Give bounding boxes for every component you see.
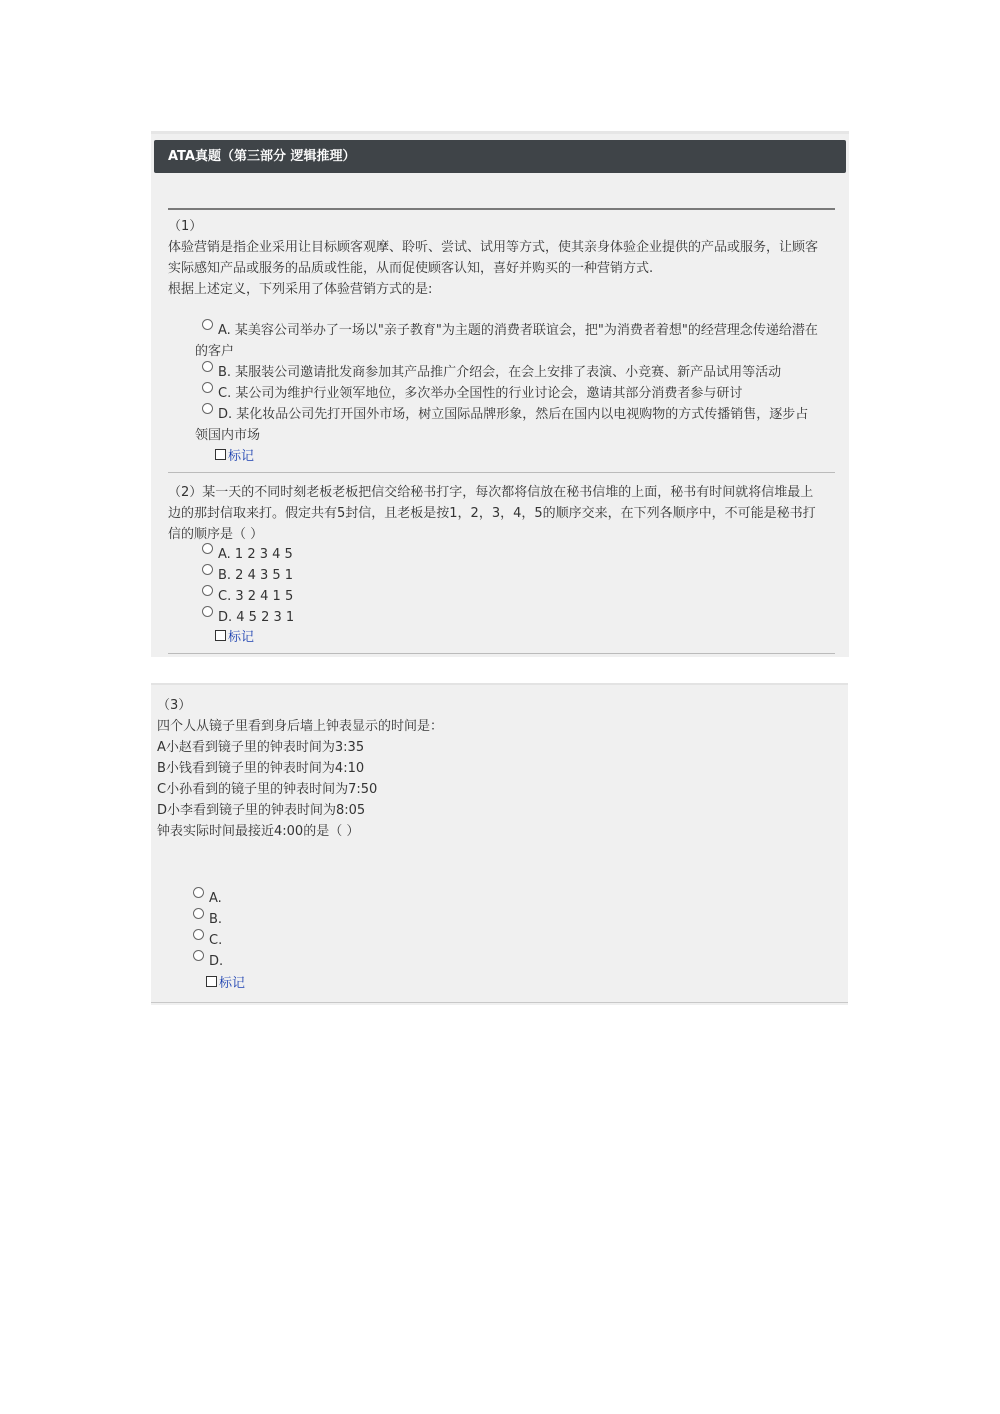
question-stem-line: A小赵看到镜子里的钟表时间为3:35: [157, 740, 365, 755]
radio-button[interactable]: [193, 887, 204, 898]
question-stem-line: C小孙看到的镜子里的钟表时间为7:50: [157, 782, 378, 797]
question-stem-line: 根据上述定义，下列采用了体验营销方式的是:: [168, 282, 433, 297]
question-stem-line: 四个人从镜子里看到身后墙上钟表显示的时间是：: [157, 719, 444, 734]
divider: [168, 653, 835, 654]
radio-button[interactable]: [202, 564, 213, 575]
radio-button[interactable]: [193, 908, 204, 919]
option-d[interactable]: D. 某化妆品公司先打开国外市场，树立国际品牌形象，然后在国内以电视购物的方式传播销售，逐步占: [202, 404, 808, 425]
mark-checkbox[interactable]: 标记: [215, 448, 254, 466]
mark-checkbox[interactable]: 标记: [215, 629, 254, 647]
divider: [168, 208, 835, 210]
option-a-continuation: 的客户: [195, 344, 235, 359]
question-stem-line: 实际感知产品或服务的品质或性能，从而促使顾客认知，喜好并购买的一种营销方式.: [168, 261, 654, 276]
question-stem-line: （2）某一天的不同时刻老板老板把信交给秘书打字，每次都将信放在秘书信堆的上面，秘书有时间就将信堆最上: [168, 485, 814, 500]
option-c[interactable]: C.: [193, 930, 222, 951]
radio-button[interactable]: [202, 382, 213, 393]
question-3: [157, 695, 837, 842]
option-b[interactable]: B. 2 4 3 5 1: [202, 565, 293, 586]
radio-button[interactable]: [193, 950, 204, 961]
quiz-panel-1: [151, 131, 849, 657]
option-c[interactable]: C. 3 2 4 1 5: [202, 586, 293, 607]
radio-button[interactable]: [202, 319, 213, 330]
option-a[interactable]: A. 某美容公司举办了一场以"亲子教育"为主题的消费者联谊会，把"为消费者着想"的经营理念传递给潜在: [202, 320, 818, 341]
radio-button[interactable]: [193, 929, 204, 940]
checkbox-icon[interactable]: [215, 449, 226, 460]
question-2: [168, 482, 848, 545]
option-b[interactable]: B. 某服装公司邀请批发商参加其产品推广介绍会，在会上安排了表演、小竞赛、新产品试用等活动: [202, 362, 781, 383]
checkbox-icon[interactable]: [215, 630, 226, 641]
divider: [168, 472, 835, 473]
question-stem-line: B小钱看到镜子里的钟表时间为4:10: [157, 761, 365, 776]
panel-title: ATA真题（第三部分 逻辑推理）: [154, 140, 846, 173]
option-b[interactable]: B.: [193, 909, 222, 930]
option-a[interactable]: A.: [193, 888, 222, 909]
radio-button[interactable]: [202, 361, 213, 372]
checkbox-icon[interactable]: [206, 976, 217, 987]
radio-button[interactable]: [202, 585, 213, 596]
option-d[interactable]: D. 4 5 2 3 1: [202, 607, 294, 628]
option-a[interactable]: A. 1 2 3 4 5: [202, 544, 293, 565]
radio-button[interactable]: [202, 606, 213, 617]
question-stem-line: 钟表实际时间最接近4:00的是（ ）: [157, 824, 360, 839]
question-stem-line: 体验营销是指企业采用让目标顾客观摩、聆听、尝试、试用等方式，使其亲身体验企业提供的产品或服务，让顾客: [168, 240, 819, 255]
option-d-continuation: 领国内市场: [195, 428, 261, 443]
option-d[interactable]: D.: [193, 951, 223, 972]
question-stem-line: D小李看到镜子里的钟表时间为8:05: [157, 803, 366, 818]
question-1: [168, 216, 848, 300]
mark-checkbox[interactable]: 标记: [206, 975, 245, 993]
divider: [151, 1002, 848, 1003]
radio-button[interactable]: [202, 403, 213, 414]
question-number: （1）: [168, 219, 203, 234]
option-c[interactable]: C. 某公司为维护行业领军地位，多次举办全国性的行业讨论会，邀请其部分消费者参与研讨: [202, 383, 742, 404]
question-stem-line: 边的那封信取来打。假定共有5封信，且老板是按1，2，3，4，5的顺序交来，在下列各顺序中，不可能是秘书打: [168, 506, 816, 521]
quiz-panel-2: [151, 683, 848, 1005]
radio-button[interactable]: [202, 543, 213, 554]
question-stem-line: 信的顺序是（ ）: [168, 527, 264, 542]
question-number: （3）: [157, 698, 192, 713]
